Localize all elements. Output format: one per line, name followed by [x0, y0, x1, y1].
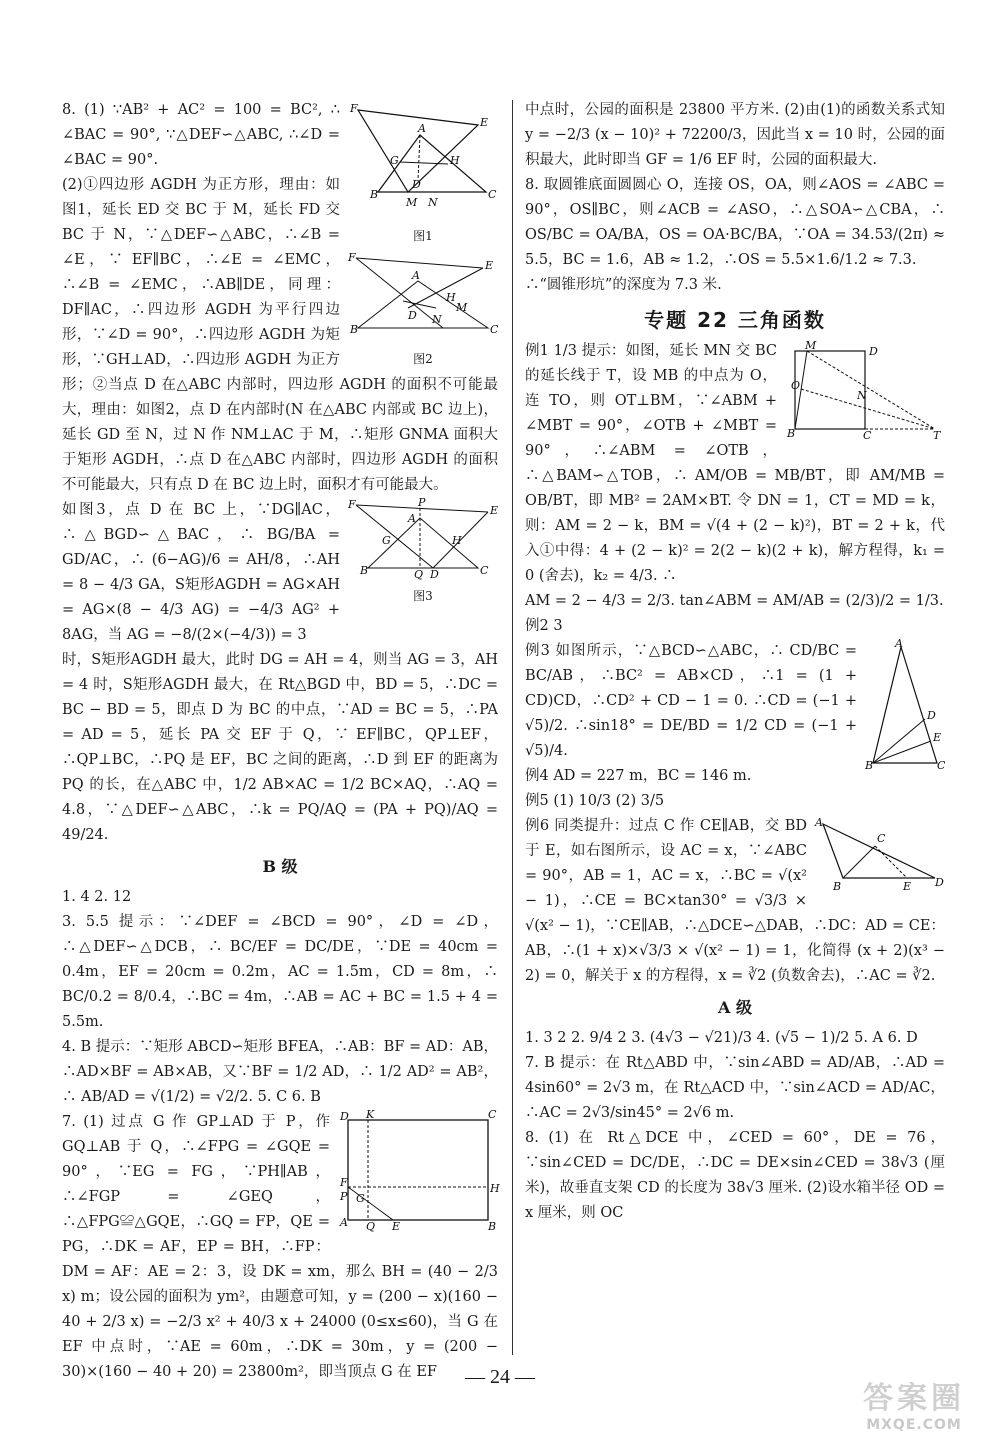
figure-1 — [348, 100, 498, 243]
fig1-label-A: A — [418, 122, 426, 135]
b7-label-K: K — [366, 1108, 375, 1121]
fig2-label-M: M — [456, 301, 468, 314]
ex1-label-M: M — [805, 339, 817, 352]
q8-intro: 8. (1) ∵AB² + AC² = 100 = BC², ∴ ∠BAC = 90°, ∵△DEF∽△ABC, ∴∠D = ∠BAC = 90°. — [62, 102, 340, 168]
ex3-label-C: C — [937, 759, 946, 772]
b7-label-F: F — [340, 1176, 348, 1189]
fig2-label-C: C — [490, 323, 499, 336]
ex5: 例5 (1) 10/3 (2) 3/5 — [525, 793, 665, 809]
fig1-label-M: M — [406, 196, 418, 209]
ex6-label-E: E — [903, 880, 912, 893]
fig3-label-Q: Q — [414, 568, 424, 581]
fig1-label-C: C — [488, 188, 497, 201]
watermark-logo: 答案圈 — [863, 1381, 965, 1416]
figure-b7 — [338, 1108, 500, 1241]
figure-b7-diagram — [338, 1108, 500, 1233]
ex1-label-B: B — [787, 427, 796, 440]
r-continuation: 中点时，公园的面积是 23800 平方米. (2)由(1)的函数关系式知 y = −2/3 (x − 10)² + 72200/3，因此当 x = 10 时，公园的面积最大，此时即当 GF = 1/6 EF 时，公园的面积最大. — [525, 102, 945, 168]
ex1: 例1 1/3 提示：如图，延长 MN 交 BC 的延长线于 T，设 MB 的中点为 O，连 TO，则 OT⊥BM，∵∠ABM + ∠MBT = 90°，∠OTB + ∠MBT = 90°，∴∠ABM = ∠OTB，∴△BAM∽△TOB，∴ AM/OB = MB/BT，即 AM/MB = OB/BT，即 MB² = 2AM×BT. 令 DN = 1，CT = MD = k，则：AM = 2 − k，BM = √(4 + (2 − k)²)，BT = 2 + k，代入①中得：4 + (2 − k)² = 2(2 − k)(2 + k)，解方程得，k₁ = 0 (舍去)，k₂ = 4/3. ∴ — [525, 343, 945, 584]
figure-1-caption: 图1 — [413, 229, 433, 243]
figure-ex1 — [785, 341, 945, 450]
watermark-url: MXQE.COM — [866, 1417, 962, 1433]
ex1-label-N: N — [857, 389, 867, 402]
b7-label-D: D — [340, 1110, 349, 1123]
fig3-label-P: P — [418, 496, 426, 509]
figure-3-caption: 图3 — [413, 589, 433, 603]
fig1-label-B: B — [370, 188, 379, 201]
page-number: — 24 — — [465, 1366, 535, 1388]
q8-part2a: (2)①四边形 AGDH 为正方形，理由：如图1，延长 ED 交 BC 于 M，延长 FD 交 BC 于 N，∵△DEF∽△ABC，∴∠B = ∠E，∵ EF∥BC，∴∠E = ∠EMC，∴∠B = ∠EMC，∴AB∥DE，同理：DF∥AC，∴四边形 AGDH 为平行四边形，∵∠D = 90°，∴四边形 AGDH 为矩形，∵GH⊥AD，∴四边形 AGDH 为正方形；②当点 D 在△ABC 内部时，四边形 AGDH 的面积不可能最大，理由：如图2，点 D 在内部时(N 在△ABC 内部或 BC 边上)，延长 GD 至 N，过 N 作 NM⊥AC 于 M，∴矩形 GNMA 面积大于矩形 AGDH，∴点 D 在△ABC 内部时，四边形 AGDH 的面积不可能最大，只有点 D 在 BC 边上时，面积才有可能最大。 — [62, 177, 498, 493]
b7-label-E: E — [392, 1220, 401, 1233]
figure-2-diagram — [348, 253, 498, 343]
a-q8: 8. (1) 在 Rt△DCE 中，∠CED = 60°，DE = 76，∵sin∠CED = DC/DE，∴DC = DE×sin∠CED = 38√3 (厘米)，故垂直支架 CD 的长度为 38√3 厘米. (2)设水箱半径 OD = x 厘米，则 OC — [525, 1130, 945, 1221]
fig3-label-A: A — [408, 512, 416, 525]
b-q4: 4. B 提示：∵矩形 ABCD∽矩形 BFEA，∴AB：BF = AD：AB，∴AD×BF = AB×AB，又∵BF = 1/2 AD，∴ 1/2 AD² = AB²，∴ AB/AD = √(1/2) = √2/2. 5. C 6. B — [62, 1039, 498, 1105]
fig1-label-H: H — [450, 154, 460, 167]
ex6: 例6 同类提升：过点 C 作 CE∥AB，交 BD 于 E，如右图所示，设 AC = x，∵∠ABC = 90°，AB = 1，AC = x，∴BC = √(x² − 1)，∴CE = BC×tan30° = √3/3 × √(x² − 1)，∵CE∥AB，∴△DCE∽△DAB，∴DC：AD = CE：AB，∴(1 + x)×√3/3 × √(x² − 1) = 1，化简得 (x + 2)(x³ − 2) = 0，解关于 x 的方程得，x = ∛2 (负数舍去)，∴AC = ∛2. — [525, 818, 945, 984]
fig3-label-C: C — [480, 564, 489, 577]
ex1-label-C: C — [863, 429, 872, 442]
fig2-label-N: N — [432, 313, 442, 326]
left-column — [62, 98, 498, 1385]
ex1-label-D: D — [869, 345, 878, 358]
b-line1: 1. 4 2. 12 — [62, 889, 132, 905]
b7-label-Q: Q — [366, 1220, 376, 1233]
figure-ex6-diagram — [815, 816, 945, 896]
r-q8: 8. 取圆锥底面圆圆心 O，连接 OS，OA，则∠AOS = ∠ABC = 90°，OS∥BC，则∠ACB = ∠ASO，∴△SOA∽△CBA，∴ OS/BC = OA/BA，OS = OA·BC/BA，∵OA = 34.53/(2π) ≈ 5.5，BC = 1.6，AB ≈ 1.2，∴OS = 5.5×1.6/1.2 ≈ 7.3. — [525, 177, 945, 268]
figure-ex3-diagram — [865, 637, 946, 772]
ex1-end: AM = 2 − 4/3 = 2/3. tan∠ABM = AM/AB = (2/3)/2 = 1/3. — [525, 593, 944, 609]
ex3-label-B: B — [865, 759, 874, 772]
figure-ex6 — [815, 816, 945, 905]
fig2-label-E: E — [485, 259, 494, 272]
b7-label-A: A — [340, 1216, 348, 1229]
fig3-label-H: H — [452, 534, 462, 547]
b7-label-C: C — [488, 1108, 497, 1121]
fig2-label-F: F — [348, 251, 356, 264]
ex3-label-D: D — [927, 709, 936, 722]
figure-2-caption: 图2 — [413, 352, 433, 366]
column-divider — [512, 100, 513, 1355]
figure-ex1-diagram — [785, 341, 945, 441]
fig3-label-B: B — [360, 564, 369, 577]
ex6-label-B: B — [833, 880, 842, 893]
b7-label-P: P — [340, 1190, 348, 1203]
fig1-label-F: F — [350, 102, 358, 115]
ex1-label-O: O — [791, 379, 801, 392]
figure-2 — [348, 253, 498, 366]
b7-label-H: H — [490, 1182, 500, 1195]
fig1-label-D: D — [412, 178, 421, 191]
fig2-label-B: B — [350, 323, 359, 336]
ex3-label-E: E — [933, 731, 942, 744]
level-a-title: A 级 — [718, 998, 752, 1017]
fig3-label-F: F — [348, 498, 356, 511]
fig1-label-N: N — [428, 196, 438, 209]
fig3-label-D: D — [430, 568, 439, 581]
figure-1-diagram — [348, 100, 498, 220]
ex3-label-A: A — [895, 637, 903, 650]
ex3: 例3 如图所示，∵△BCD∽△ABC，∴ CD/BC = BC/AB，∴BC² = AB×CD，∴1 = (1 + CD)CD，∴CD² + CD − 1 = 0. ∴CD = (−1 + √5)/2. ∴sin18° = DE/BD = 1/2 CD = (−1 + √5)/4. — [525, 643, 857, 759]
fig2-label-H: H — [446, 291, 456, 304]
b-q3: 3. 5.5 提示：∵∠DEF = ∠BCD = 90°，∠D = ∠D，∴△DEF∽△DCB，∴ BC/EF = DC/DE，∵DE = 40cm = 0.4m，EF = 20cm = 0.2m，AC = 1.5m，CD = 8m，∴ BC/0.2 = 8/0.4，∴BC = 4m，∴AB = AC + BC = 1.5 + 4 = 5.5m. — [62, 914, 498, 1030]
b7-label-B: B — [488, 1220, 497, 1233]
ex4: 例4 AD = 227 m，BC = 146 m. — [525, 768, 752, 784]
fig3-label-E: E — [490, 504, 499, 517]
fig2-label-D: D — [408, 309, 417, 322]
q8-part2c: 时，S矩形AGDH 最大，此时 DG = AH = 4，则当 AG = 3，AH = 4 时，S矩形AGDH 最大，在 Rt△BGD 中，BD = 5，∴DC = BC − BD = 5，即点 D 为 BC 的中点，∵AD = BC = 5，∴PA = AD = 5，延长 PA 交 EF 于 Q，∵ EF∥BC，QP⊥EF，∴QP⊥BC，∴PQ 是 EF，BC 之间的距离，∴D 到 EF 的距离为 PQ 的长，在△ABC 中，1/2 AB×AC = 1/2 BC×AQ，∴AQ = 4.8，∵△DEF∽△ABC，∴k = PQ/AQ = (PA + PQ)/AQ = 49/24. — [62, 652, 498, 843]
ex2: 例2 3 — [525, 618, 563, 634]
q8-part2b: 如图3，点 D 在 BC 上，∵DG∥AC，∴△BGD∽△BAC，∴ BG/BA = GD/AC，∴ (6−AG)/6 = AH/8，∴AH = 8 − 4/3 GA，S矩形AGDH = AG×AH = AG×(8 − 4/3 AG) = −4/3 AG² + 8AG，当 AG = −8/(2×(−4/3)) = 3 — [62, 502, 340, 643]
level-b-title: B 级 — [262, 857, 298, 876]
a-line1: 1. 3 2 2. 9/4 2 3. (4√3 − √21)/3 4. (√5 − 1)/2 5. A 6. D — [525, 1030, 918, 1046]
fig3-label-G: G — [382, 534, 391, 547]
a-q7: 7. B 提示：在 Rt△ABD 中，∵sin∠ABD = AD/AB，∴AD = 4sin60° = 2√3 m，在 Rt△ACD 中，∵sin∠ACD = AD/AC，∴AC = 2√3/sin45° = 2√6 m. — [525, 1055, 945, 1121]
ex6-label-D: D — [935, 876, 944, 889]
section-title: 专题 22 三角函数 — [644, 308, 826, 332]
watermark — [844, 1382, 984, 1442]
ex6-label-A: A — [815, 816, 823, 829]
fig1-label-E: E — [480, 116, 489, 129]
figure-3 — [348, 496, 499, 603]
fig2-label-A: A — [412, 269, 420, 282]
b7-label-G: G — [356, 1192, 365, 1205]
b-q7: 7. (1) 过点 G 作 GP⊥AD 于 P，作 GQ⊥AB 于 Q，∴∠FPG = ∠GQE = 90°，∵EG = FG，∵PH∥AB，∴∠FGP = ∠GEQ，∴△FPG≌△GQE，∴GQ = FP，QE = PG，∴DK = AF，EP = BH，∴FP：DM = AF：AE = 2：3，设 DK = xm，那么 BH = (40 − 2/3 x) m；设公园的面积为 ym²，由题意可知，y = (200 − x)(160 − 40 + 2/3 x) = −2/3 x² + 40/3 x + 24000 (0≤x≤60)，当 G 在 EF 中点时，∵AE = 60m，∴DK = 30m，y = (200 − 30)×(160 − 40 + 20) = 23800m²，即当顶点 G 在 EF — [62, 1114, 498, 1380]
ex6-label-C: C — [877, 832, 886, 845]
figure-3-diagram — [348, 496, 499, 581]
r-q8-end: ∴“圆锥形坑”的深度为 7.3 米. — [525, 277, 722, 293]
fig1-label-G: G — [390, 154, 399, 167]
right-column — [525, 98, 945, 1226]
figure-ex3 — [865, 637, 946, 780]
ex1-label-T: T — [933, 429, 941, 442]
